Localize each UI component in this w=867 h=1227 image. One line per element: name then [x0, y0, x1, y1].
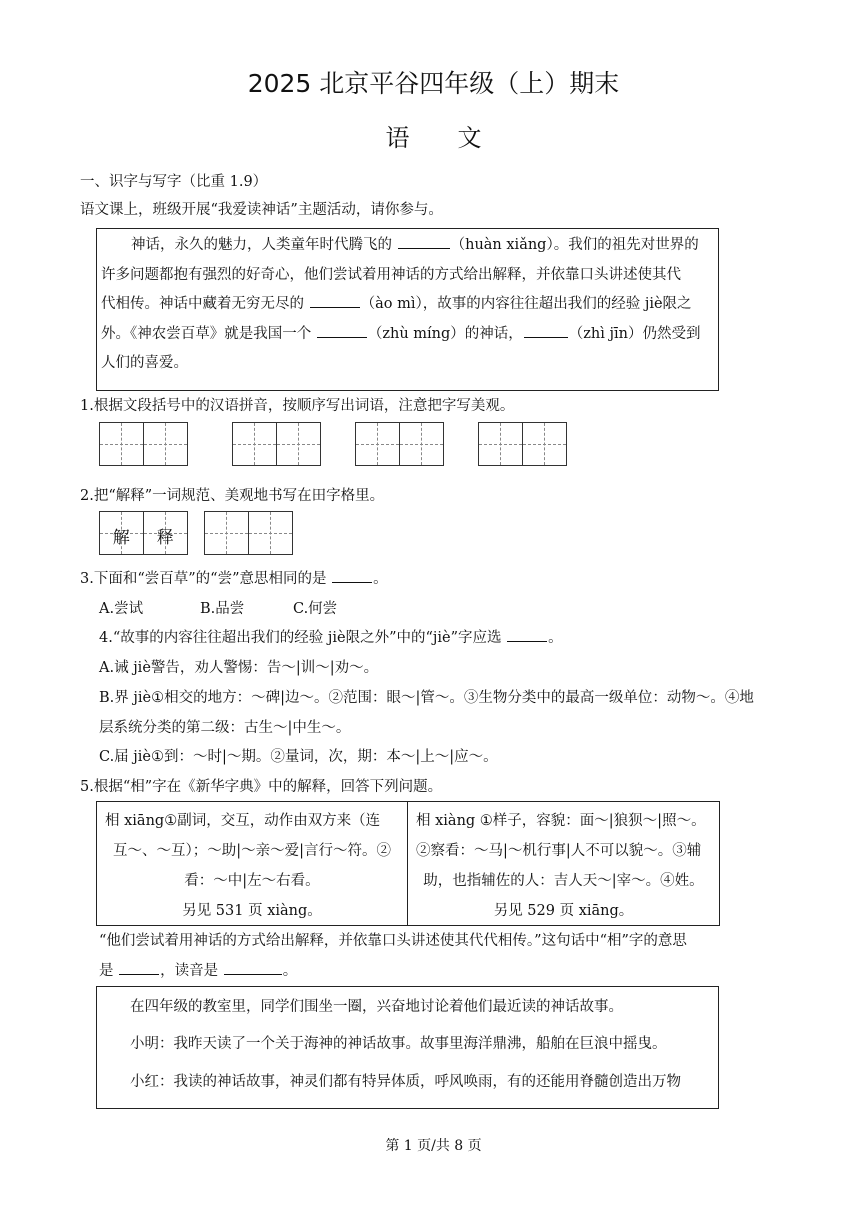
- q5-ask-line1: “他们尝试着用神话的方式给出解释，并依靠口头讲述使其代代相传。”这句话中“相”字的意思: [99, 933, 687, 949]
- q4-option-a: A.诫 jiè警告，劝人警惕：告～|训～|劝～。: [99, 660, 379, 676]
- passage-line-2: 许多问题都抱有强烈的好奇心，他们尝试着用神话的方式给出解释，并依靠口头讲述使其代: [101, 266, 681, 283]
- q3-option-b: B.品尝: [200, 601, 245, 617]
- story-line-2: 小明：我昨天读了一个关于海神的神话故事。故事里海洋鼎沸，船舶在巨浪中摇曳。: [130, 1036, 667, 1052]
- tianzige-box-3[interactable]: [355, 422, 444, 466]
- answer-blank[interactable]: [507, 640, 547, 642]
- q4-option-b-line1: B.界 jiè①相交的地方：～碑|边～。②范围：眼～|管～。③生物分类中的最高一级单位：动物～。④地: [99, 690, 754, 706]
- question-1: 1.根据文段括号中的汉语拼音，按顺序写出词语，注意把字写美观。: [80, 398, 515, 414]
- answer-blank[interactable]: [398, 247, 450, 249]
- answer-blank[interactable]: [119, 973, 159, 975]
- story-line-1: 在四年级的教室里，同学们围坐一圈，兴奋地讨论着他们最近读的神话故事。: [130, 999, 623, 1015]
- answer-blank[interactable]: [310, 306, 360, 308]
- page-title: 2025 北京平谷四年级（上）期末: [247, 69, 620, 98]
- story-box: [96, 986, 719, 1109]
- q3-option-a: A.尝试: [99, 601, 144, 617]
- story-line-3: 小红：我读的神话故事，神灵们都有特异体质，呼风唤雨，有的还能用脊髓创造出万物: [130, 1074, 681, 1090]
- answer-blank[interactable]: [524, 336, 568, 338]
- passage-box: [96, 228, 719, 391]
- section-heading: 一、识字与写字（比重 1.9）: [80, 174, 268, 190]
- question-3: 3.下面和“尝百草”的“尝”意思相同的是 。: [80, 571, 388, 587]
- passage-line-4: 外。《神农尝百草》就是我国一个 （zhù míng）的神话， （zhì jīn）仍然受到: [101, 325, 701, 342]
- section-intro: 语文课上，班级开展“我爱读神话”主题活动，请你参与。: [80, 202, 443, 218]
- q4-option-c: C.届 jiè①到：～时|～期。②量词，次，期：本～|上～|应～。: [99, 749, 498, 765]
- tianzige-answer[interactable]: [204, 511, 293, 555]
- q3-option-c: C.何尝: [293, 601, 338, 617]
- passage-line-1: 神话，永久的魅力，人类童年时代腾飞的 （huàn xiǎng）。我们的祖先对世界的: [131, 237, 699, 253]
- passage-line-3: 代相传。神话中藏着无穷无尽的 （ào mì），故事的内容往往超出我们的经验 jiè限之: [101, 296, 692, 312]
- tianzige-box-4[interactable]: [478, 422, 567, 466]
- tianzige-box-2[interactable]: [232, 422, 321, 466]
- dict-entry-xiang4: 相 xiàng ①样子，容貌：面～|狼狈～|照～。 ②察看：～马|～机行事|人不可以貌～。③辅 助，也指辅佐的人：吉人天～|宰～。④姓。 另见 529 页 xiāng。: [407, 802, 719, 925]
- answer-blank[interactable]: [332, 581, 372, 583]
- q5-ask-line2: 是 ，读音是 。: [99, 963, 298, 979]
- page-footer: 第 1 页/共 8 页: [385, 1138, 482, 1154]
- passage-line-5: 人们的喜爱。: [101, 355, 188, 371]
- subject-title: 语 文: [385, 124, 482, 152]
- q4-option-b-line2: 层系统分类的第二级：古生～|中生～。: [99, 720, 351, 736]
- question-5: 5.根据“相”字在《新华字典》中的解释，回答下列问题。: [80, 779, 443, 795]
- answer-blank[interactable]: [224, 973, 282, 975]
- answer-blank[interactable]: [317, 336, 367, 338]
- question-2: 2.把“解释”一词规范、美观地书写在田字格里。: [80, 488, 385, 504]
- dictionary-table: [96, 801, 720, 926]
- dict-entry-xiang1: 相 xiāng①副词，交互，动作由双方来（连 互～、～互）；～助|～亲～爱|言行～符。② 看：～中|左～右看。 另见 531 页 xiàng。: [105, 813, 392, 919]
- tianzige-box-1[interactable]: [99, 422, 188, 466]
- question-4: 4.“故事的内容往往超出我们的经验 jiè限之外”中的“jiè”字应选 。: [99, 630, 563, 646]
- tianzige-example: 解 释: [99, 511, 188, 555]
